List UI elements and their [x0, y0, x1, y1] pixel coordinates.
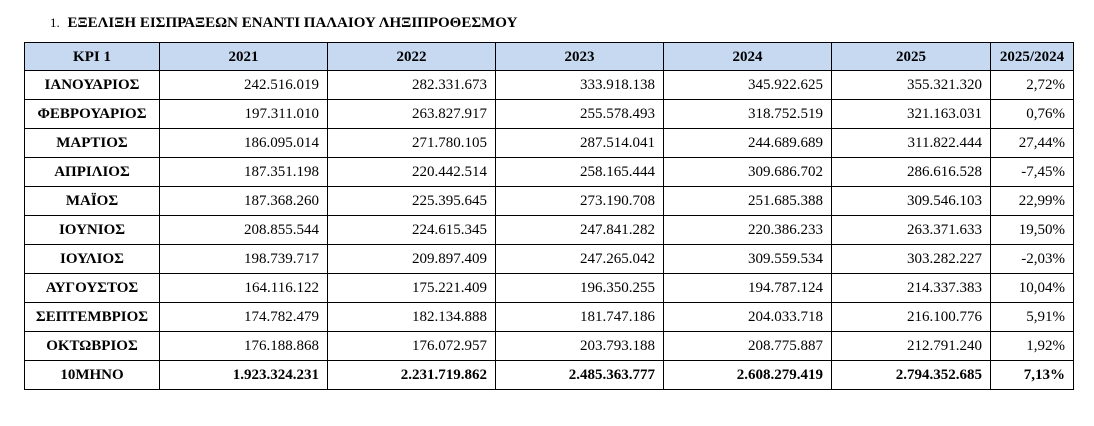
value-cell: 333.918.138 — [496, 71, 664, 100]
table-row — [25, 158, 1074, 187]
value-cell: 176.072.957 — [328, 332, 496, 361]
value-cell: 271.780.105 — [328, 129, 496, 158]
change-cell: 22,99% — [991, 187, 1074, 216]
row-label: ΙΟΥΝΙΟΣ — [25, 216, 160, 245]
value-cell: 286.616.528 — [832, 158, 991, 187]
row-label: ΜΑΡΤΙΟΣ — [25, 129, 160, 158]
value-cell: 187.351.198 — [160, 158, 328, 187]
value-cell: 282.331.673 — [328, 71, 496, 100]
value-cell: 311.822.444 — [832, 129, 991, 158]
value-cell: 321.163.031 — [832, 100, 991, 129]
total-change-cell: 7,13% — [991, 361, 1074, 390]
table-row — [25, 274, 1074, 303]
table-row — [25, 216, 1074, 245]
total-value-cell: 2.794.352.685 — [832, 361, 991, 390]
row-label: ΜΑΪΟΣ — [25, 187, 160, 216]
value-cell: 186.095.014 — [160, 129, 328, 158]
section-heading — [50, 14, 517, 32]
value-cell: 309.559.534 — [664, 245, 832, 274]
kpi-table — [24, 42, 1074, 390]
value-cell: 220.386.233 — [664, 216, 832, 245]
value-cell: 318.752.519 — [664, 100, 832, 129]
value-cell: 174.782.479 — [160, 303, 328, 332]
change-cell: 0,76% — [991, 100, 1074, 129]
value-cell: 255.578.493 — [496, 100, 664, 129]
value-cell: 225.395.645 — [328, 187, 496, 216]
value-cell: 263.371.633 — [832, 216, 991, 245]
value-cell: 194.787.124 — [664, 274, 832, 303]
value-cell: 216.100.776 — [832, 303, 991, 332]
total-value-cell: 2.485.363.777 — [496, 361, 664, 390]
value-cell: 203.793.188 — [496, 332, 664, 361]
row-label: ΟΚΤΩΒΡΙΟΣ — [25, 332, 160, 361]
row-label: ΣΕΠΤΕΜΒΡΙΟΣ — [25, 303, 160, 332]
row-label: ΙΑΝΟΥΑΡΙΟΣ — [25, 71, 160, 100]
value-cell: 247.265.042 — [496, 245, 664, 274]
change-cell: 1,92% — [991, 332, 1074, 361]
value-cell: 345.922.625 — [664, 71, 832, 100]
header-kpi: KPI 1 — [25, 43, 160, 71]
header-2024: 2024 — [664, 43, 832, 71]
row-label: ΑΥΓΟΥΣΤΟΣ — [25, 274, 160, 303]
change-cell: -2,03% — [991, 245, 1074, 274]
value-cell: 309.546.103 — [832, 187, 991, 216]
table-row — [25, 303, 1074, 332]
total-value-cell: 1.923.324.231 — [160, 361, 328, 390]
header-2022: 2022 — [328, 43, 496, 71]
value-cell: 214.337.383 — [832, 274, 991, 303]
table-row — [25, 332, 1074, 361]
value-cell: 251.685.388 — [664, 187, 832, 216]
value-cell: 220.442.514 — [328, 158, 496, 187]
section-title: ΕΞΕΛΙΞΗ ΕΙΣΠΡΑΞΕΩΝ ΕΝΑΝΤΙ ΠΑΛΑΙΟΥ ΛΗΞΙΠΡΟΘΕΣΜΟΥ — [67, 15, 518, 31]
total-label: 10ΜΗΝΟ — [25, 361, 160, 390]
row-label: ΙΟΥΛΙΟΣ — [25, 245, 160, 274]
value-cell: 198.739.717 — [160, 245, 328, 274]
change-cell: 19,50% — [991, 216, 1074, 245]
value-cell: 242.516.019 — [160, 71, 328, 100]
table-header-row — [25, 43, 1074, 71]
total-row — [25, 361, 1074, 390]
row-label: ΑΠΡΙΛΙΟΣ — [25, 158, 160, 187]
table-row — [25, 100, 1074, 129]
value-cell: 244.689.689 — [664, 129, 832, 158]
table-row — [25, 71, 1074, 100]
row-label: ΦΕΒΡΟΥΑΡΙΟΣ — [25, 100, 160, 129]
value-cell: 187.368.260 — [160, 187, 328, 216]
change-cell: 27,44% — [991, 129, 1074, 158]
value-cell: 181.747.186 — [496, 303, 664, 332]
header-change: 2025/2024 — [991, 43, 1074, 71]
value-cell: 176.188.868 — [160, 332, 328, 361]
table-row — [25, 245, 1074, 274]
value-cell: 182.134.888 — [328, 303, 496, 332]
table-row — [25, 187, 1074, 216]
value-cell: 355.321.320 — [832, 71, 991, 100]
value-cell: 263.827.917 — [328, 100, 496, 129]
value-cell: 247.841.282 — [496, 216, 664, 245]
value-cell: 212.791.240 — [832, 332, 991, 361]
value-cell: 197.311.010 — [160, 100, 328, 129]
value-cell: 204.033.718 — [664, 303, 832, 332]
value-cell: 258.165.444 — [496, 158, 664, 187]
value-cell: 175.221.409 — [328, 274, 496, 303]
value-cell: 208.775.887 — [664, 332, 832, 361]
total-value-cell: 2.231.719.862 — [328, 361, 496, 390]
value-cell: 164.116.122 — [160, 274, 328, 303]
table-row — [25, 129, 1074, 158]
value-cell: 224.615.345 — [328, 216, 496, 245]
value-cell: 309.686.702 — [664, 158, 832, 187]
section-number: 1. — [50, 15, 60, 30]
change-cell: -7,45% — [991, 158, 1074, 187]
header-2021: 2021 — [160, 43, 328, 71]
total-value-cell: 2.608.279.419 — [664, 361, 832, 390]
value-cell: 208.855.544 — [160, 216, 328, 245]
value-cell: 196.350.255 — [496, 274, 664, 303]
value-cell: 287.514.041 — [496, 129, 664, 158]
header-2023: 2023 — [496, 43, 664, 71]
change-cell: 2,72% — [991, 71, 1074, 100]
change-cell: 10,04% — [991, 274, 1074, 303]
value-cell: 273.190.708 — [496, 187, 664, 216]
table-body — [25, 71, 1074, 390]
change-cell: 5,91% — [991, 303, 1074, 332]
value-cell: 303.282.227 — [832, 245, 991, 274]
value-cell: 209.897.409 — [328, 245, 496, 274]
header-2025: 2025 — [832, 43, 991, 71]
